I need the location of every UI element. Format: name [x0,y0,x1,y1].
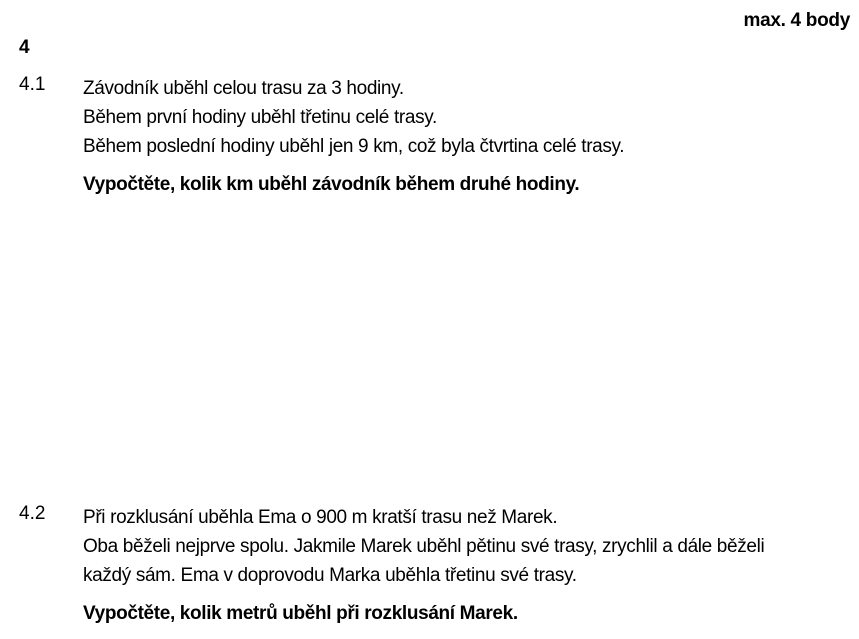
question-text: Vypočtěte, kolik metrů uběhl při rozklusání Marek. [83,603,518,624]
subtask-number: 4.1 [19,74,46,95]
problem-line: Při rozklusání uběhla Ema o 900 m kratší trasu než Marek. [83,507,558,528]
problem-line: Během první hodiny uběhl třetinu celé trasy. [83,107,437,128]
problem-line: Závodník uběhl celou trasu za 3 hodiny. [83,78,404,99]
problem-line: Během poslední hodiny uběhl jen 9 km, což byla čtvrtina celé trasy. [83,136,625,157]
question-text: Vypočtěte, kolik km uběhl závodník během druhé hodiny. [83,174,580,195]
task-number: 4 [19,37,30,58]
problem-line: Oba běželi nejprve spolu. Jakmile Marek uběhl pětinu své trasy, zrychlil a dále běželi [83,536,765,557]
subtask-body [83,74,853,199]
subtask-number: 4.2 [19,503,46,524]
max-points-label: max. 4 body [743,10,850,31]
subtask-body [83,503,853,628]
problem-line: každý sám. Ema v doprovodu Marka uběhla třetinu své trasy. [83,565,577,586]
